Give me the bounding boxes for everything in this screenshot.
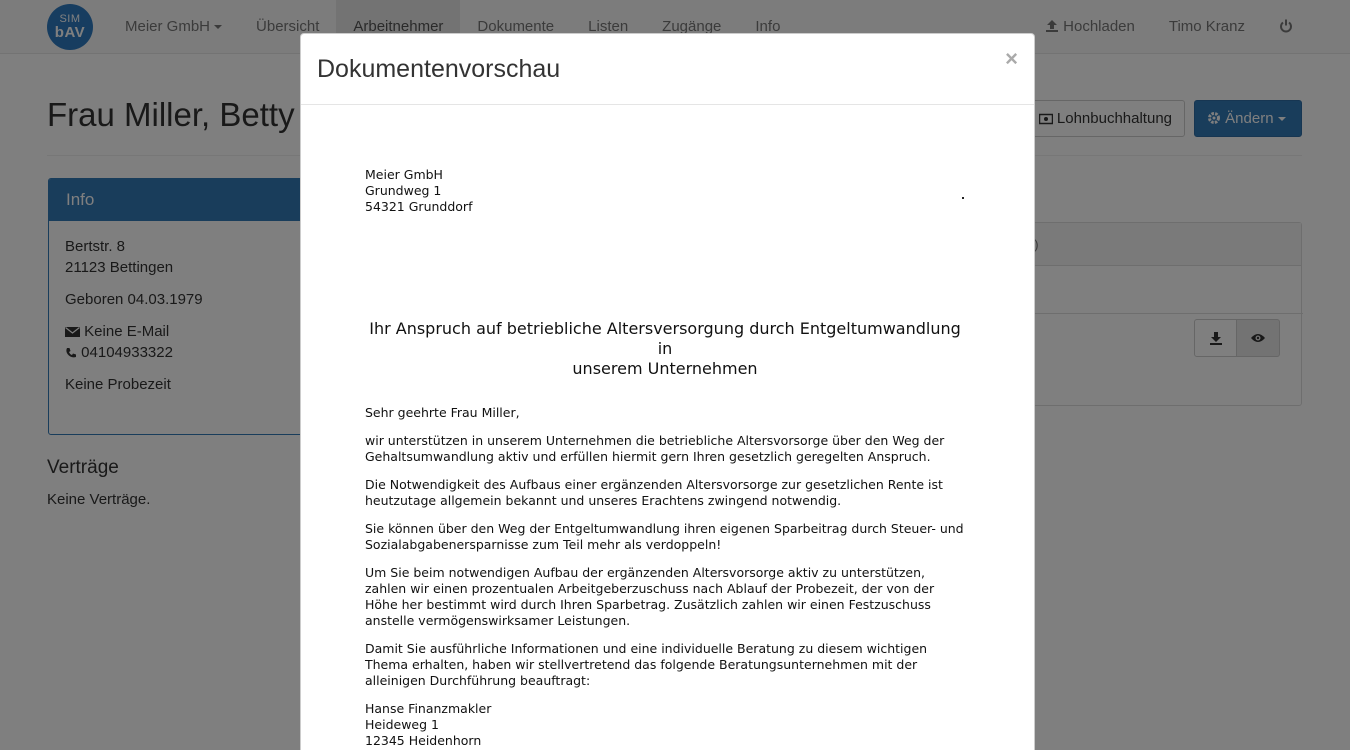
modal-title: Dokumentenvorschau [317,55,561,83]
close-icon[interactable]: × [1005,46,1018,71]
paragraph: Sie können über den Weg der Entgeltumwandlung ihren eigenen Sparbeitrag durch Steuer- und Sozialabgabenersparnisse zum Teil mehr als verdoppeln! [365,521,964,552]
modal-header [301,34,1034,105]
paragraph: Damit Sie ausführliche Informationen und eine individuelle Beratung zu diesem wichtigen Thema erhalten, haben wir stellvertretend das folgende Beratungsunternehmen mit der alleinigen Durchführung beauftragt: [365,641,928,688]
advisor-address: Hanse Finanzmakler Heideweg 1 12345 Heidenhorn [365,701,492,748]
paragraph: Um Sie beim notwendigen Aufbau der ergänzenden Altersvorsorge aktiv zu unterstützen, zahlen wir einen prozentualen Arbeitgeberzuschuss nach Ablauf der Probezeit, der von der Höhe her bestimmt wird durch Ihren Sparbetrag. Zusätzlich zahlen wir einen Festzuschuss anstelle vermögenswirksamer Leistungen. [365,565,935,628]
paragraph: wir unterstützen in unserem Unternehmen die betriebliche Altersvorsorge über den Weg der Gehaltsumwandlung aktiv und erfüllen hiermit gern Ihren gesetzlich geregelten Anspruch. [365,433,945,464]
sender-address: Meier GmbH Grundweg 1 54321 Grunddorf [365,167,473,214]
document-body [365,405,965,749]
paragraph: Die Notwendigkeit des Aufbaus einer ergänzenden Altersvorsorge zur gesetzlichen Rente ist heutzutage allgemein bekannt und unseres Erachtens zwingend notwendig. [365,477,943,508]
document-title: Ihr Anspruch auf betriebliche Altersversorgung durch Entgeltumwandlung in unserem Unternehmen [369,319,961,378]
document-page [365,167,965,748]
document-preview-modal [300,33,1035,750]
salutation: Sehr geehrte Frau Miller, [365,405,520,420]
document-dot [962,197,964,199]
